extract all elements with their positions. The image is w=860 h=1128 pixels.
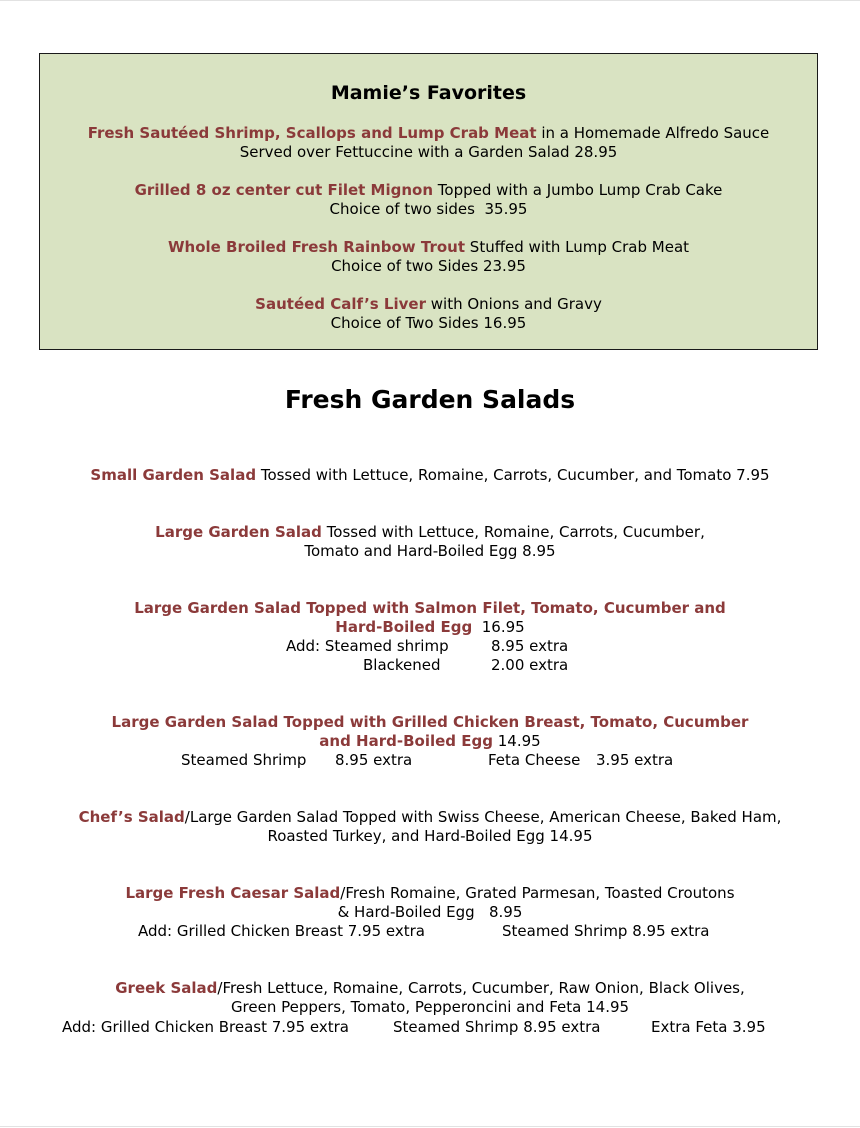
dish-details: Served over Fettuccine with a Garden Salad 28.95 [239,143,618,161]
salmon-addon-row [0,637,860,656]
salad-chicken [0,713,860,732]
salad-large-garden [0,523,860,542]
salads-title: Fresh Garden Salads [284,385,576,414]
dish-description: Roasted Turkey, and Hard-Boiled Egg 14.95 [267,827,593,845]
dish-name: Greek Salad [115,979,218,997]
dish-name: Small Garden Salad [90,466,257,484]
dish-name: Large Garden Salad [155,523,322,541]
top-divider [0,0,860,1]
salad-caesar [0,884,860,903]
favorite-item-line [40,295,817,314]
salad-greek [0,979,860,998]
dish-details: Choice of Two Sides 16.95 [330,314,527,332]
addon-price: 8.95 extra [491,637,569,655]
dish-name: Hard-Boiled Egg [335,618,473,636]
addon-label: Steamed Shrimp 8.95 extra [393,1018,601,1036]
favorite-item-line [40,124,817,143]
dish-details: Choice of two Sides 23.95 [331,257,526,275]
favorites-title: Mamie’s Favorites [330,82,527,104]
salmon-blackened-row [0,656,860,675]
dish-description: Tossed with Lettuce, Romaine, Carrots, Cucumber, [321,523,705,541]
addon-price: 3.95 extra [596,751,674,769]
favorites-box [39,53,818,350]
dish-name: and Hard-Boiled Egg [319,732,493,750]
dish-price: 16.95 [472,618,525,636]
addon-label: Add: Grilled Chicken Breast 7.95 extra [138,922,425,940]
salad-chicken-line2 [0,732,860,751]
salad-salmon [0,599,860,618]
dish-description: Stuffed with Lump Crab Meat [465,238,690,256]
addon-price: 8.95 extra [335,751,413,769]
dish-name: Grilled 8 oz center cut Filet Mignon [134,181,434,199]
salad-salmon-line2 [0,618,860,637]
dish-name: Large Fresh Caesar Salad [125,884,341,902]
dish-price: 14.95 [492,732,541,750]
addon-label: Blackened [363,656,441,674]
greek-addon-row [0,1018,860,1037]
bottom-divider [0,1126,860,1127]
dish-name: Large Garden Salad Topped with Grilled Chicken Breast, Tomato, Cucumber [111,713,749,731]
addon-label: Steamed Shrimp 8.95 extra [502,922,710,940]
addon-label: Feta Cheese [488,751,581,769]
dish-name: Whole Broiled Fresh Rainbow Trout [167,238,466,256]
favorite-item-line [40,181,817,200]
addon-price: 2.00 extra [491,656,569,674]
dish-details: Choice of two sides 35.95 [329,200,528,218]
caesar-addon-row [0,922,860,941]
dish-description: /Large Garden Salad Topped with Swiss Cheese, American Cheese, Baked Ham, [184,808,782,826]
salad-small-garden [0,466,860,485]
dish-description: Green Peppers, Tomato, Pepperoncini and Feta 14.95 [230,998,630,1016]
chicken-addon-row [0,751,860,770]
dish-description: /Fresh Lettuce, Romaine, Carrots, Cucumber, Raw Onion, Black Olives, [217,979,745,997]
dish-description: & Hard-Boiled Egg 8.95 [337,903,523,921]
dish-name: Chef’s Salad [78,808,185,826]
addon-label: Extra Feta 3.95 [651,1018,766,1036]
dish-description: Tossed with Lettuce, Romaine, Carrots, Cucumber, and Tomato 7.95 [256,466,770,484]
dish-name: Fresh Sautéed Shrimp, Scallops and Lump Crab Meat [87,124,537,142]
dish-description: in a Homemade Alfredo Sauce [536,124,770,142]
addon-label: Add: Steamed shrimp [286,637,449,655]
dish-description: Tomato and Hard-Boiled Egg 8.95 [304,542,556,560]
dish-description: Topped with a Jumbo Lump Crab Cake [433,181,723,199]
dish-description: /Fresh Romaine, Grated Parmesan, Toasted Croutons [340,884,735,902]
salad-chef [0,808,860,827]
favorite-item-line [40,238,817,257]
dish-name: Sautéed Calf’s Liver [255,295,426,313]
dish-description: with Onions and Gravy [425,295,602,313]
dish-name: Large Garden Salad Topped with Salmon Filet, Tomato, Cucumber and [134,599,726,617]
addon-label: Add: Grilled Chicken Breast 7.95 extra [62,1018,349,1036]
addon-label: Steamed Shrimp [181,751,307,769]
